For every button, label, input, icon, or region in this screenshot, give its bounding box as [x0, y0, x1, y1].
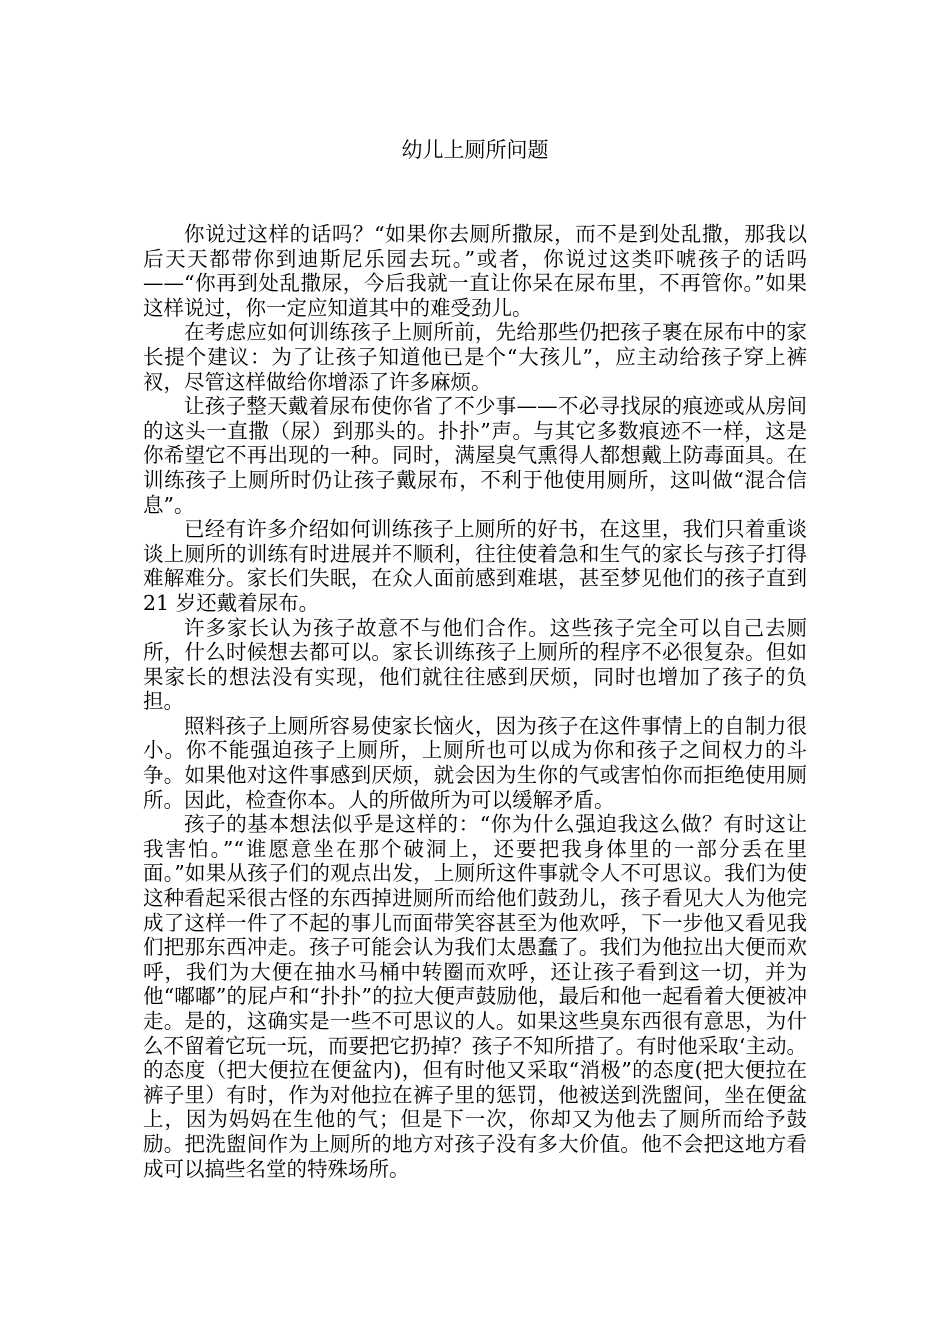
paragraph-2: 在考虑应如何训练孩子上厕所前，先给那些仍把孩子裹在尿布中的家长提个建议：为了让孩子知道他已是个“大孩儿”，应主动给孩子穿上裤衩，尽管这样做给你增添了许多麻烦。	[143, 320, 807, 394]
document-body	[143, 222, 807, 1181]
paragraph-1: 你说过这样的话吗？“如果你去厕所撒尿，而不是到处乱撒，那我以后天天都带你到迪斯尼乐园去玩。”或者，你说过这类吓唬孩子的话吗——“你再到处乱撒尿，今后我就一直让你呆在尿布里，不再管你。”如果这样说过，你一定应知道其中的难受劲儿。	[143, 222, 807, 320]
paragraph-3: 让孩子整天戴着尿布使你省了不少事——不必寻找尿的痕迹或从房间的这头一直撒（尿）到那头的。扑扑”声。与其它多数痕迹不一样，这是你希望它不再出现的一种。同时，满屋臭气熏得人都想戴上防毒面具。在训练孩子上厕所时仍让孩子戴尿布，不利于他使用厕所，这叫做“混合信息”。	[143, 394, 807, 517]
paragraph-5: 许多家长认为孩子故意不与他们合作。这些孩子完全可以自己去厕所，什么时候想去都可以。家长训练孩子上厕所的程序不必很复杂。但如果家长的想法没有实现，他们就往往感到厌烦，同时也增加了孩子的负担。	[143, 615, 807, 714]
paragraph-7: 孩子的基本想法似乎是这样的：“你为什么强迫我这么做？有时这让我害怕。”“谁愿意坐在那个破洞上，还要把我身体里的一部分丢在里面。”如果从孩子们的观点出发，上厕所这件事就令人不可思议。我们为使这种看起采很古怪的东西掉进厕所而给他们鼓劲儿，孩子看见大人为他完成了这样一件了不起的事儿而面带笑容甚至为他欢呼，下一步他又看见我们把那东西冲走。孩子可能会认为我们太愚蠢了。我们为他拉出大便而欢呼，我们为大便在抽水马桶中转圈而欢呼，还让孩子看到这一切，并为他“嘟嘟”的屁卢和“扑扑”的拉大便声鼓励他，最后和他一起看着大便被冲走。是的，这确实是一些不可思议的人。如果这些臭东西很有意思，为什么不留着它玩一玩，而要把它扔掉？孩子不知所措了。有时他采取‘主动。的态度（把大便拉在便盆内)，但有时他又采取“消极”的态度(把大便拉在裤子里）有时，作为对他拉在裤子里的惩罚，他被送到洗盥间，坐在便盆上，因为妈妈在生他的气；但是下一次，你却又为他去了厕所而给予鼓励。把洗盥间作为上厕所的地方对孩子没有多大价值。他不会把这地方看成可以搞些名堂的特殊场所。	[143, 812, 807, 1181]
paragraph-4: 已经有许多介绍如何训练孩子上厕所的好书，在这里，我们只着重谈谈上厕所的训练有时进展并不顺利，往往使着急和生气的家长与孩子打得难解难分。家长们失眠，在众人面前感到难堪，甚至梦见他们的孩子直到 21 岁还戴着尿布。	[143, 517, 807, 615]
document-title: 幼儿上厕所问题	[401, 138, 549, 162]
paragraph-6: 照料孩子上厕所容易使家长恼火，因为孩子在这件事情上的自制力很小。你不能强迫孩子上厕所，上厕所也可以成为你和孩子之间权力的斗争。如果他对这件事感到厌烦，就会因为生你的气或害怕你而拒绝使用厕所。因此，检查你本。人的所做所为可以缓解矛盾。	[143, 713, 807, 812]
